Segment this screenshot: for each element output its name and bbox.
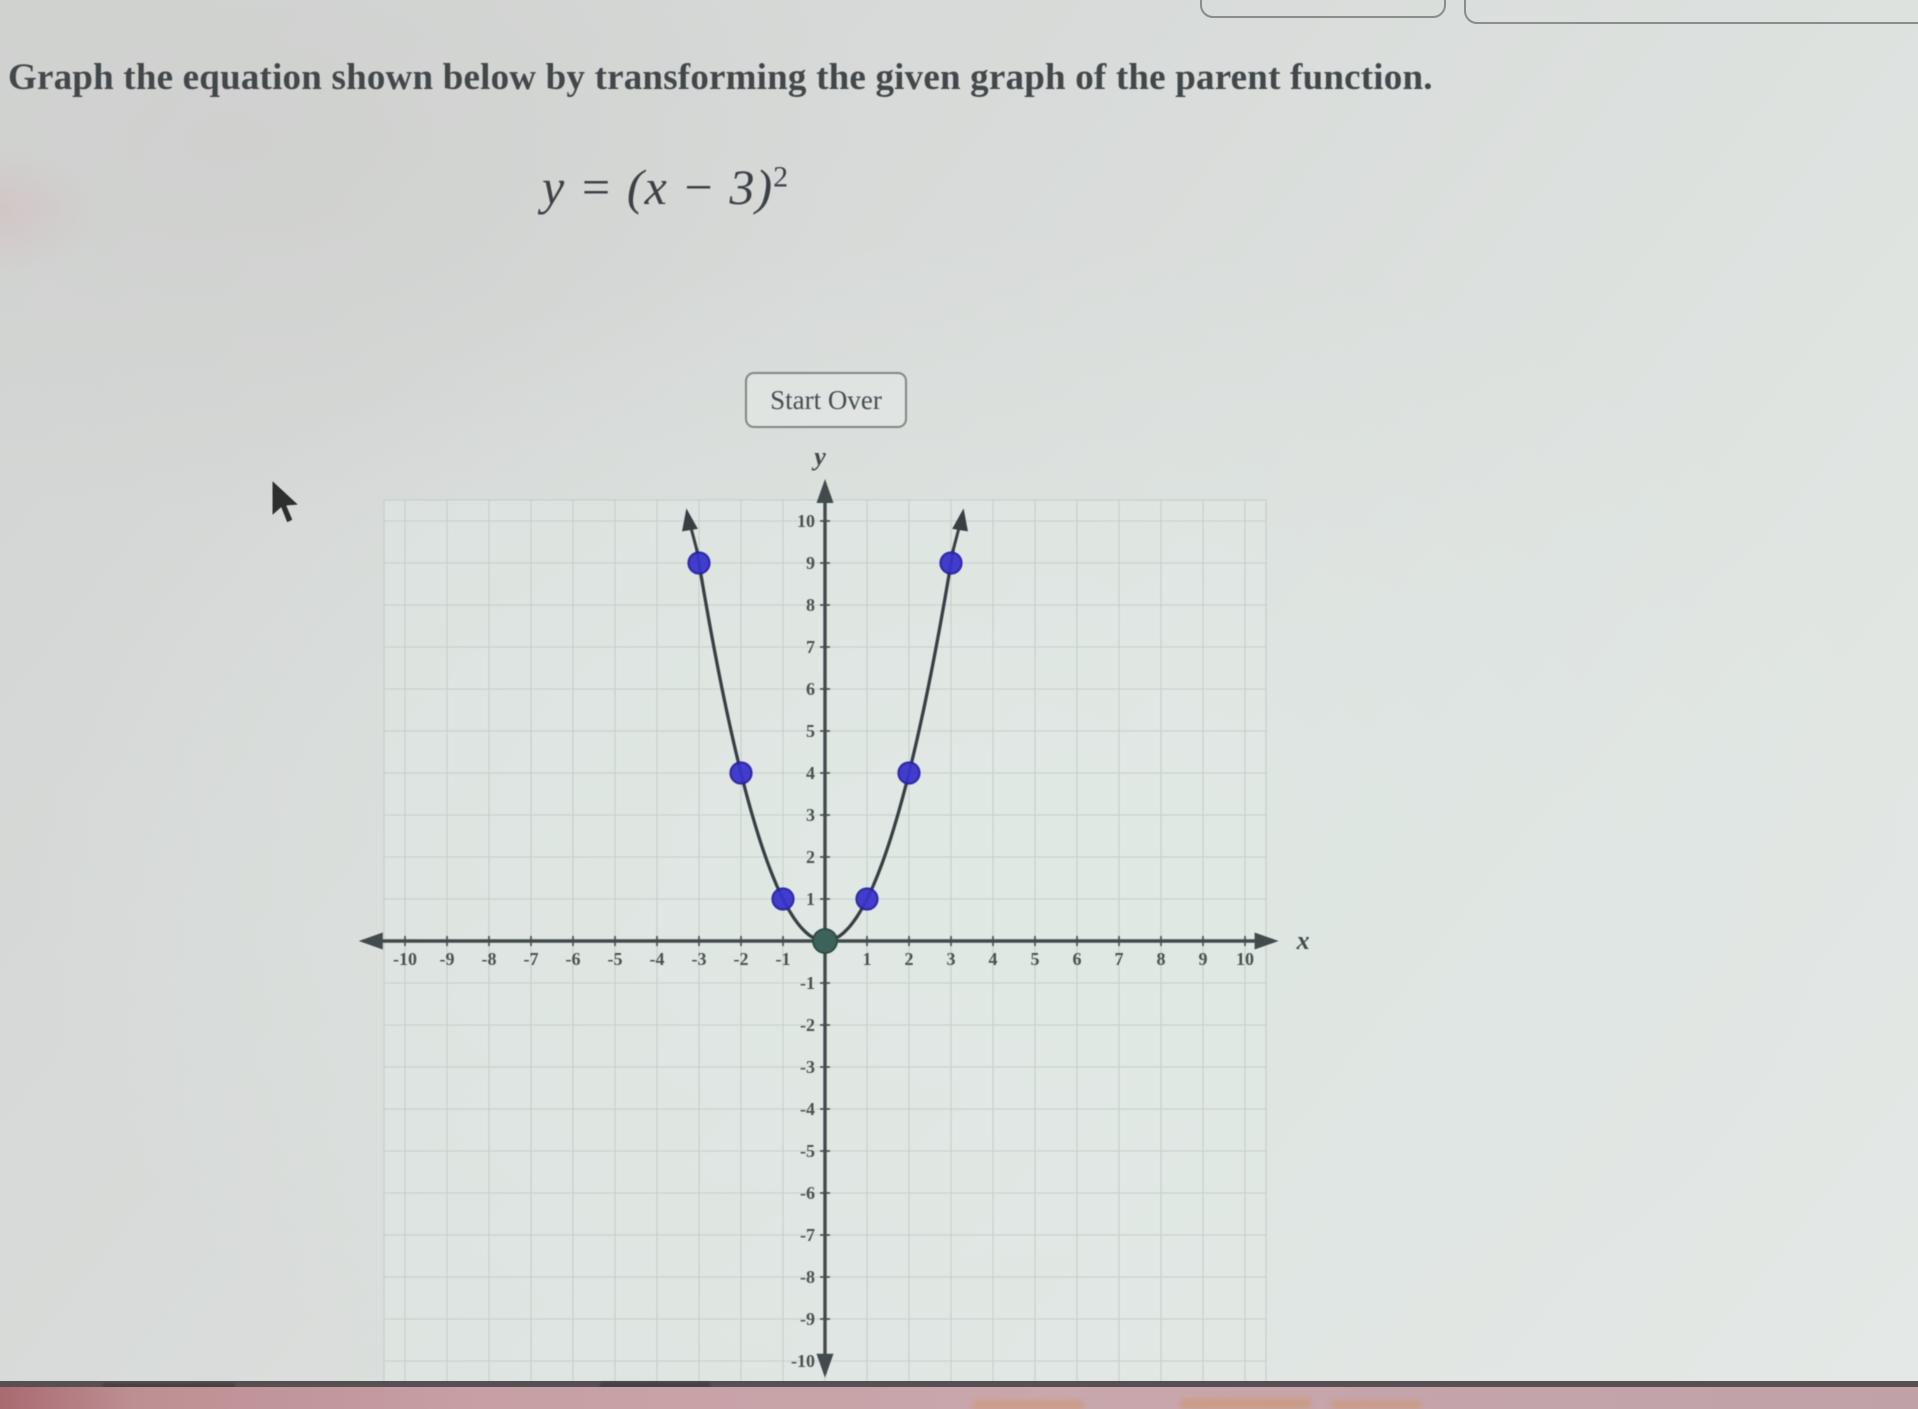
y-tick-label: 6 bbox=[806, 679, 815, 699]
x-tick-label: 6 bbox=[1072, 949, 1082, 969]
x-tick-label: -6 bbox=[565, 949, 581, 969]
x-tick-label: 5 bbox=[1030, 949, 1040, 969]
graph-vertex-point[interactable] bbox=[813, 929, 837, 953]
x-tick-label: -8 bbox=[481, 949, 497, 969]
desk-smudge bbox=[972, 1401, 1084, 1409]
y-tick-label: 9 bbox=[806, 553, 815, 573]
y-tick-label: 3 bbox=[806, 805, 815, 825]
y-tick-label: -5 bbox=[800, 1141, 815, 1161]
x-tick-label: 4 bbox=[988, 949, 998, 969]
y-tick-label: -4 bbox=[800, 1099, 815, 1119]
x-tick-label: -10 bbox=[393, 949, 417, 969]
x-tick-label: -3 bbox=[691, 949, 707, 969]
y-tick-label: 10 bbox=[797, 511, 815, 531]
page-title: Graph the equation shown below by transforming the given graph of the parent function. bbox=[8, 57, 1433, 98]
y-tick-label: 1 bbox=[806, 889, 815, 909]
x-tick-label: -7 bbox=[523, 949, 539, 969]
x-tick-label: -5 bbox=[607, 949, 623, 969]
y-tick-label: -10 bbox=[791, 1351, 815, 1371]
y-tick-label: -2 bbox=[800, 1015, 815, 1035]
y-tick-label: -7 bbox=[800, 1225, 815, 1245]
y-tick-label: 5 bbox=[806, 721, 815, 741]
graph-point[interactable] bbox=[857, 889, 878, 910]
y-axis-label: y bbox=[814, 442, 826, 471]
y-tick-label: 8 bbox=[806, 595, 815, 615]
x-tick-label: 8 bbox=[1156, 949, 1166, 969]
x-tick-label: -1 bbox=[775, 949, 791, 969]
graph-point[interactable] bbox=[731, 763, 752, 784]
y-tick-label: -8 bbox=[800, 1267, 815, 1287]
x-tick-label: -9 bbox=[439, 949, 455, 969]
desk-smudge bbox=[1330, 1401, 1422, 1408]
y-tick-label: -6 bbox=[800, 1183, 815, 1203]
x-tick-label: 7 bbox=[1114, 949, 1124, 969]
desk-smudge bbox=[1180, 1399, 1312, 1408]
mouse-cursor-icon bbox=[268, 478, 308, 528]
y-tick-label: -3 bbox=[800, 1057, 815, 1077]
x-tick-label: 9 bbox=[1198, 949, 1208, 969]
y-tick-label: -1 bbox=[800, 973, 815, 993]
y-tick-label: 2 bbox=[806, 847, 815, 867]
x-tick-label: 2 bbox=[904, 949, 914, 969]
y-tick-label: -9 bbox=[800, 1309, 815, 1329]
equation-body: y = (x − 3) bbox=[542, 159, 774, 215]
start-over-button[interactable]: Start Over bbox=[745, 372, 907, 428]
y-axis-top-arrow-icon bbox=[817, 479, 834, 503]
x-tick-label: -4 bbox=[649, 949, 665, 969]
mouse-cursor-arrow bbox=[272, 480, 299, 523]
y-tick-label: 7 bbox=[806, 637, 815, 657]
x-tick-label: 10 bbox=[1236, 949, 1254, 969]
x-tick-label: 3 bbox=[946, 949, 956, 969]
equation-exponent: 2 bbox=[773, 160, 790, 194]
x-axis-label: x bbox=[1296, 926, 1310, 955]
graph-point[interactable] bbox=[689, 553, 710, 574]
graph-point[interactable] bbox=[773, 889, 794, 910]
x-axis-left-arrow-icon bbox=[359, 933, 383, 950]
x-tick-label: 1 bbox=[862, 949, 872, 969]
desk-surface bbox=[0, 1387, 1918, 1409]
x-tick-label: -2 bbox=[733, 949, 749, 969]
graph-point[interactable] bbox=[899, 763, 920, 784]
y-tick-label: 4 bbox=[806, 763, 815, 783]
graph-point[interactable] bbox=[941, 553, 962, 574]
